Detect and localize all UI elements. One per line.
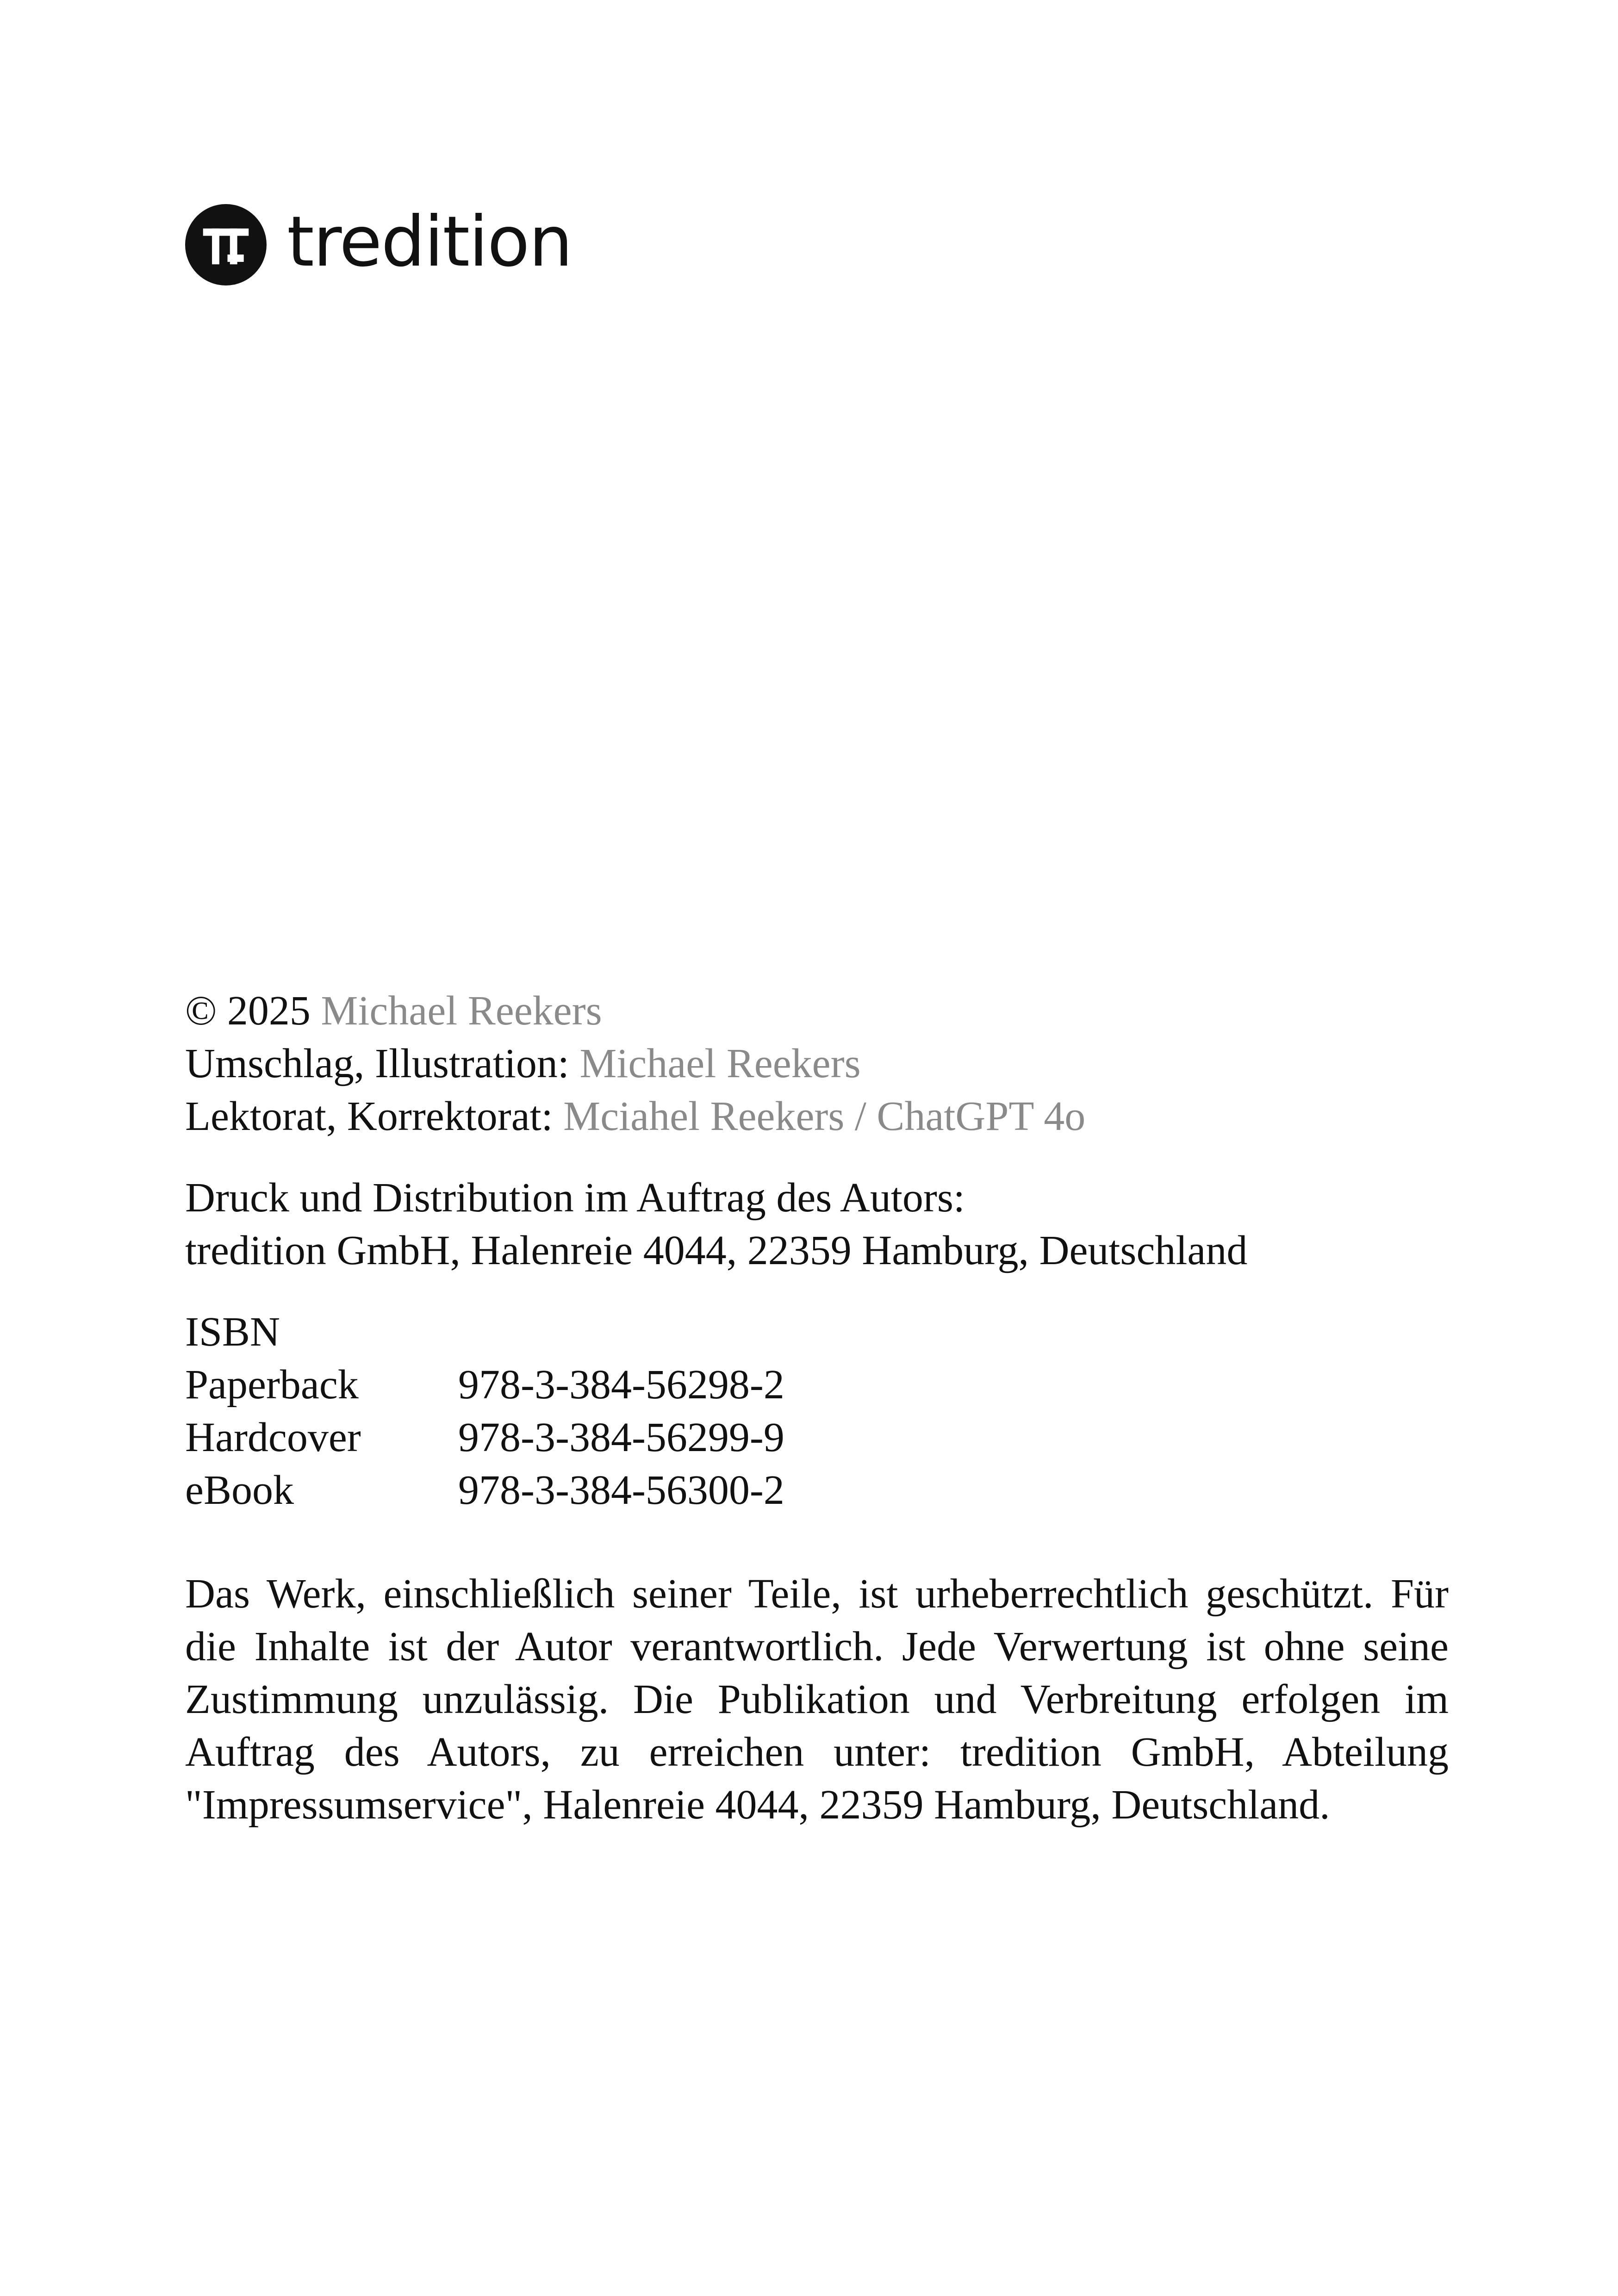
isbn-row [185,1411,1449,1464]
isbn-row [185,1359,1449,1411]
isbn-number: 978-3-384-56298-2 [458,1362,784,1408]
isbn-format: eBook [185,1467,294,1513]
copyright-prefix: © 2025 [185,988,311,1034]
copyright-holder: Michael Reekers [321,988,602,1034]
isbn-format: Paperback [185,1362,359,1408]
editing-label: Lektorat, Korrektorat: [185,1093,553,1139]
publisher-logo [185,204,572,286]
isbn-format: Hardcover [185,1415,361,1460]
isbn-heading: ISBN [185,1309,280,1355]
logo-wordmark: tredition [287,202,572,282]
copyright-line [185,985,1449,1037]
isbn-number: 978-3-384-56299-9 [458,1415,784,1460]
imprint-section [185,985,1449,1873]
cover-label: Umschlag, Illustration: [185,1041,569,1086]
legal-notice: Das Werk, einschließlich seiner Teile, ist urheberrechtlich geschützt. Für die Inhalte ist der Autor verantwortlich. Jede Verwertung ist ohne seine Zustimmung unzulässig. Die Publikation und Verbreitung erfolgen im Auftrag des Autors, zu erreichen unter: tredition GmbH, Abteilung "Impressumservice", Halenreie 4044, 22359 Hamburg, Deutschland. [185,1571,1449,1828]
distribution-line-2: tredition GmbH, Halenreie 4044, 22359 Hamburg, Deutschland [185,1228,1248,1273]
editing-value: Mciahel Reekers / ChatGPT 4o [563,1093,1086,1139]
credits-block [185,985,1449,1143]
cover-value: Michael Reekers [579,1041,861,1086]
editing-credit-line [185,1090,1449,1143]
isbn-number: 978-3-384-56300-2 [458,1467,784,1513]
isbn-block [185,1306,1449,1517]
distribution-line-1: Druck und Distribution im Auftrag des Autors: [185,1175,965,1221]
cover-credit-line [185,1037,1449,1090]
distribution-block [185,1172,1449,1277]
tredition-logo-icon [185,204,267,285]
isbn-row [185,1464,1449,1517]
